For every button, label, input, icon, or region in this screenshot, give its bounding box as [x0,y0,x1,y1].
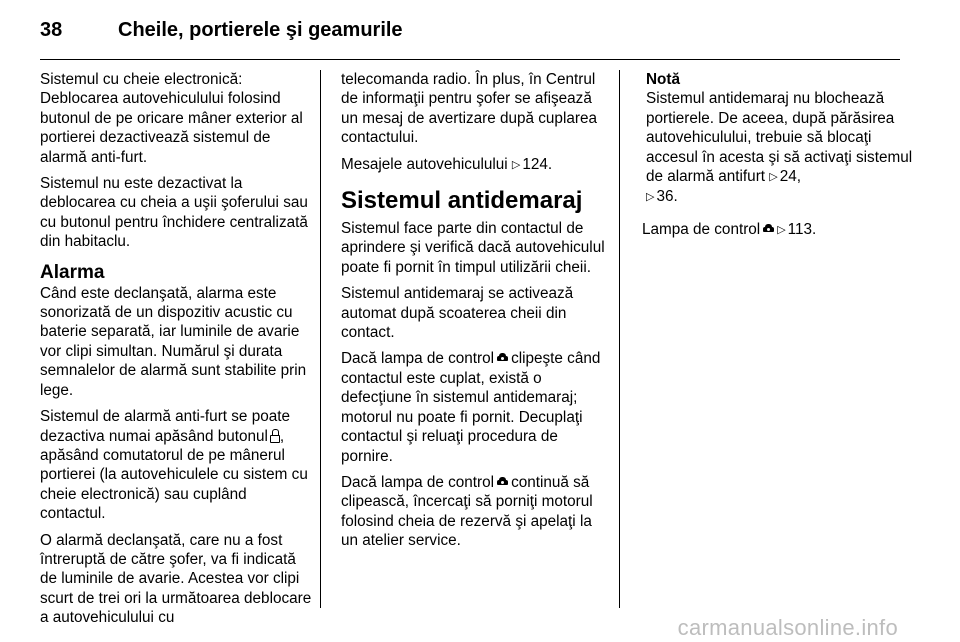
paragraph-vehicle-messages [341,155,611,175]
page-header [40,15,900,51]
paragraph-lamp-continues [341,473,611,551]
lock-icon [270,429,280,442]
immobiliser-lamp-icon [497,353,508,362]
immobiliser-heading: Sistemul antidemaraj [341,187,583,215]
vehicle-messages-ref: 124. [522,155,553,173]
column-3 [642,70,914,247]
note-block [646,70,914,208]
reference-arrow-icon: ▷ [777,223,786,236]
control-lamp-text: Lampa de control [642,220,761,238]
paragraph-immobiliser-activation: Sistemul antidemaraj se activează automat după scoaterea cheii din contact. [341,285,574,342]
column-divider-2 [619,70,620,608]
note-ref-2: 36. [656,188,678,206]
immobiliser-lamp-icon [497,477,508,486]
paragraph-keyless: Sistemul cu cheie electronică: Deblocarea autovehiculului folosind butonul de pe oricare mâner exterior al portierei dezactivează sistemul de alarmă anti-furt. [40,71,303,166]
paragraph-alarm-deactivate-text-b: , apăsând comutatorul de pe mânerul portierei (la autovehiculele cu sistem cu cheie electronică) sau cuplând contactul. [40,427,308,523]
column-2 [341,70,611,558]
paragraph-control-lamp [642,220,914,240]
vehicle-messages-text: Mesajele autovehiculului [341,155,508,173]
paragraph-alarm-deactivate [40,407,312,523]
lamp-flashes-text-b: clipeşte când contactul este cuplat, există o defecţiune în sistemul antidemaraj; motorul nu poate fi pornit. Decuplaţi contactul şi reluaţi procedura de pornire. [341,350,601,465]
paragraph-alarm-triggered: Când este declanşată, alarma este sonorizată de un dispozitiv acustic cu baterie separată, iar luminile de avarie vor clipi simultan. Numărul şi durata semnalelor de alarmă sunt stabilite prin lege. [40,284,307,399]
column-divider-1 [320,70,321,608]
note-body: Sistemul antidemaraj nu blochează portierele. De aceea, după părăsirea autovehiculului, trebuie să blocaţi accesul în acesta şi să activaţi sistemul de alarmă antifurt [646,90,913,186]
header-rule [40,59,900,60]
page-number: 38 [40,19,63,41]
page-title: Cheile, portierele şi geamurile [118,19,403,41]
watermark: carmanualsonline.info [677,615,898,640]
paragraph-remote-control: telecomanda radio. În plus, în Centrul de informaţii pentru şofer se afişează un mesaj de avertizare după cuplarea contactului. [341,71,597,147]
paragraph-alarm-deactivate-text-a: Sistemul de alarmă anti-furt se poate dezactiva numai apăsând butonul [40,408,290,445]
immobiliser-lamp-icon [763,224,774,233]
note-ref-1: 24, [779,168,802,186]
paragraph-immobiliser-intro: Sistemul face parte din contactul de aprindere şi verifică dacă autovehiculul poate fi pornit în timpul utilizării cheii. [341,220,605,276]
lamp-continues-text-a: Dacă lampa de control [341,473,495,491]
lamp-continues-text-b: continuă să clipească, încercaţi să porniţi motorul folosind cheia de rezervă şi apelaţi la un atelier service. [341,473,593,550]
control-lamp-ref: 113. [787,220,817,238]
note-label: Notă [646,71,680,88]
paragraph-not-deactivated: Sistemul nu este dezactivat la deblocarea cu cheia a uşii şoferului sau cu butonul pentru închidere centralizată din habitaclu. [40,175,308,251]
lamp-flashes-text-a: Dacă lampa de control [341,350,495,368]
paragraph-lamp-flashes [341,349,611,465]
alarm-heading: Alarma [40,261,105,283]
reference-arrow-icon: ▷ [646,191,655,204]
column-1 [40,70,312,635]
reference-arrow-icon: ▷ [511,158,521,171]
paragraph-alarm-indicated: O alarmă declanşată, care nu a fost întreruptă de către şofer, va fi indicată de luminile de avarie. Acestea vor clipi scurt de trei ori la următoarea deblocare a autovehiculului cu [40,531,312,627]
reference-arrow-icon: ▷ [769,171,778,184]
note-text [646,89,914,207]
